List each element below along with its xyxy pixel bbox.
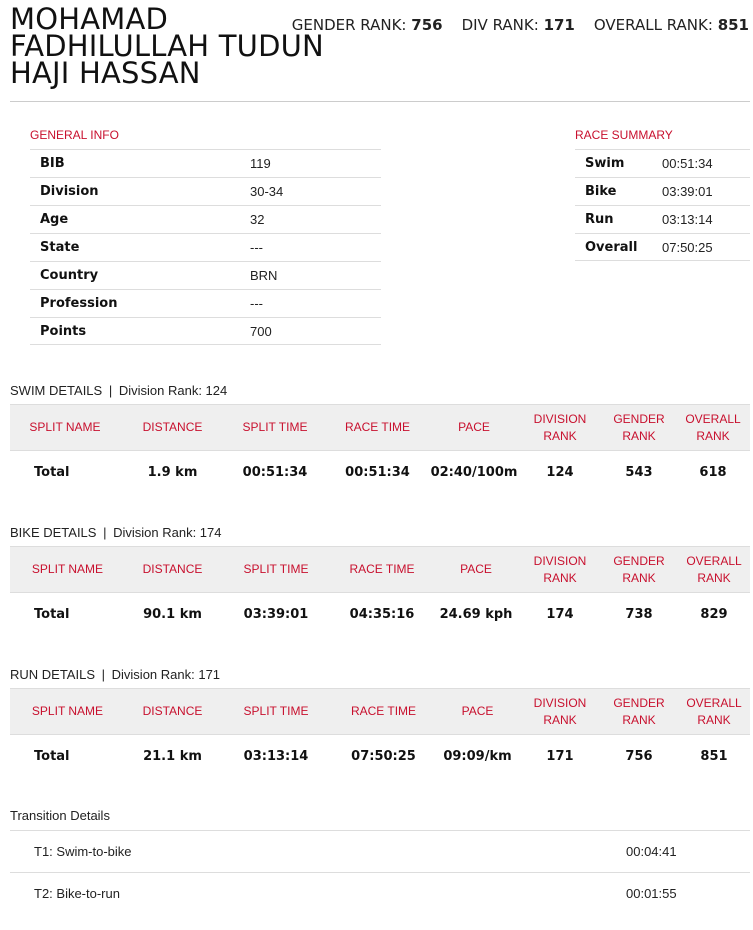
bike-details-title: BIKE DETAILS	[10, 525, 97, 540]
table-row	[10, 735, 750, 779]
race-summary-panel	[575, 127, 750, 261]
transition-details-section	[10, 808, 750, 914]
general-info-title: GENERAL INFO	[30, 128, 119, 142]
info-value: BRN	[250, 268, 278, 283]
cell-distance: 90.1 km	[143, 607, 202, 623]
summary-value: 07:50:25	[662, 239, 713, 255]
cell-division-rank: 171	[546, 749, 574, 765]
col-overall-rank: OVERALL RANK	[676, 405, 750, 451]
col-division-rank: DIVISION RANK	[520, 689, 600, 735]
run-details-table	[10, 688, 750, 779]
summary-label: Overall	[585, 239, 638, 255]
col-distance: DISTANCE	[125, 547, 220, 593]
info-label: BIB	[40, 156, 65, 171]
summary-value: 03:13:14	[662, 212, 713, 227]
cell-overall-rank: 851	[700, 749, 728, 765]
cell-pace: 24.69 kph	[439, 607, 513, 623]
run-details-heading	[10, 667, 750, 688]
run-details-title: RUN DETAILS	[10, 667, 95, 682]
col-pace: PACE	[430, 405, 518, 451]
gender-rank-label: GENDER RANK:	[291, 16, 407, 34]
cell-split-name: Total	[34, 749, 70, 765]
col-division-rank: DIVISION RANK	[520, 547, 600, 593]
col-distance: DISTANCE	[120, 405, 225, 451]
gender-rank-value: 756	[411, 16, 443, 34]
cell-race-time: 00:51:34	[345, 465, 410, 481]
info-row-profession	[30, 289, 381, 317]
summary-label: Run	[585, 212, 614, 227]
col-pace: PACE	[432, 547, 520, 593]
cell-race-time: 04:35:16	[349, 607, 415, 623]
col-race-time: RACE TIME	[332, 689, 435, 735]
transition-label: T1: Swim-to-bike	[34, 844, 132, 859]
transition-row-t2	[10, 872, 750, 914]
table-header-row	[10, 547, 750, 593]
div-rank	[462, 16, 575, 34]
info-label: State	[40, 240, 80, 255]
col-gender-rank: GENDER RANK	[602, 405, 676, 451]
cell-split-time: 03:39:01	[243, 607, 309, 623]
transition-row-t1	[10, 830, 750, 872]
athlete-name-line1: MOHAMAD	[10, 2, 169, 36]
bike-details-section	[10, 525, 750, 637]
swim-details-heading	[10, 383, 750, 404]
summary-value: 03:39:01	[662, 184, 713, 199]
cell-overall-rank: 829	[700, 607, 728, 623]
col-split-name: SPLIT NAME	[10, 689, 125, 735]
header-divider	[10, 101, 750, 102]
info-row-state	[30, 233, 381, 261]
table-header-row	[10, 689, 750, 735]
cell-division-rank: 124	[546, 465, 574, 481]
info-label: Age	[40, 212, 69, 227]
col-pace: PACE	[435, 689, 520, 735]
info-value: 119	[250, 156, 271, 171]
summary-row-swim	[575, 149, 750, 177]
cell-division-rank: 174	[546, 607, 574, 623]
info-value: 30-34	[250, 184, 284, 199]
info-label: Country	[40, 268, 99, 283]
bike-details-heading	[10, 525, 750, 546]
summary-row-overall	[575, 233, 750, 261]
cell-split-time: 00:51:34	[242, 465, 308, 481]
athlete-name	[10, 2, 330, 90]
col-split-time: SPLIT TIME	[220, 689, 332, 735]
info-row-country	[30, 261, 381, 289]
rank-summary	[292, 16, 749, 34]
cell-split-name: Total	[34, 465, 70, 481]
col-split-name: SPLIT NAME	[10, 405, 120, 451]
swim-division-rank: Division Rank: 124	[118, 383, 228, 398]
info-label: Division	[40, 184, 99, 199]
swim-details-table	[10, 404, 750, 495]
col-distance: DISTANCE	[125, 689, 220, 735]
cell-pace: 02:40/100m	[430, 465, 518, 481]
heading-separator: |	[101, 667, 106, 682]
info-row-points	[30, 317, 381, 345]
run-division-rank: Division Rank: 171	[111, 667, 221, 682]
swim-details-title: SWIM DETAILS	[10, 383, 103, 398]
bike-details-table	[10, 546, 750, 637]
cell-gender-rank: 738	[625, 607, 653, 623]
col-race-time: RACE TIME	[325, 405, 430, 451]
run-details-section	[10, 667, 750, 779]
summary-value: 00:51:34	[662, 156, 713, 171]
cell-split-time: 03:13:14	[243, 749, 309, 765]
overall-rank	[594, 16, 749, 34]
cell-distance: 1.9 km	[147, 465, 198, 481]
info-value: ---	[250, 296, 263, 311]
race-summary-title: RACE SUMMARY	[575, 128, 673, 142]
transition-time: 00:01:55	[626, 886, 677, 901]
athlete-name-line3: HAJI HASSAN	[10, 56, 201, 90]
table-row	[10, 593, 750, 637]
cell-split-name: Total	[34, 607, 70, 623]
info-label: Profession	[40, 296, 118, 311]
cell-gender-rank: 756	[625, 749, 653, 765]
overall-rank-value: 851	[717, 16, 749, 34]
heading-separator: |	[108, 383, 113, 398]
bike-division-rank: Division Rank: 174	[113, 525, 222, 540]
col-gender-rank: GENDER RANK	[600, 689, 678, 735]
col-overall-rank: OVERALL RANK	[678, 689, 750, 735]
info-value: ---	[250, 240, 263, 255]
info-value: 700	[250, 323, 272, 339]
gender-rank	[292, 16, 443, 34]
col-race-time: RACE TIME	[332, 547, 432, 593]
cell-pace: 09:09/km	[443, 749, 512, 765]
info-label: Points	[40, 323, 87, 339]
info-row-bib	[30, 149, 381, 177]
athlete-name-line2: FADHILULLAH TUDUN	[10, 29, 324, 63]
col-overall-rank: OVERALL RANK	[678, 547, 750, 593]
overall-rank-label: OVERALL RANK:	[593, 16, 713, 34]
col-split-time: SPLIT TIME	[225, 405, 325, 451]
col-split-time: SPLIT TIME	[220, 547, 332, 593]
summary-label: Swim	[585, 156, 625, 171]
col-division-rank: DIVISION RANK	[518, 405, 602, 451]
transition-time: 00:04:41	[626, 844, 677, 859]
summary-row-run	[575, 205, 750, 233]
table-row	[10, 451, 750, 495]
summary-row-bike	[575, 177, 750, 205]
table-header-row	[10, 405, 750, 451]
div-rank-label: DIV RANK:	[461, 16, 539, 34]
cell-gender-rank: 543	[625, 465, 653, 481]
div-rank-value: 171	[543, 16, 575, 34]
col-gender-rank: GENDER RANK	[600, 547, 678, 593]
transition-label: T2: Bike-to-run	[34, 886, 120, 901]
info-row-division	[30, 177, 381, 205]
cell-distance: 21.1 km	[143, 749, 202, 765]
cell-overall-rank: 618	[699, 465, 727, 481]
summary-label: Bike	[585, 184, 617, 199]
col-split-name: SPLIT NAME	[10, 547, 125, 593]
transition-details-title: Transition Details	[10, 808, 110, 823]
general-info-panel	[30, 127, 381, 345]
cell-race-time: 07:50:25	[351, 749, 416, 765]
heading-separator: |	[103, 525, 107, 540]
info-row-age	[30, 205, 381, 233]
swim-details-section	[10, 383, 750, 495]
info-value: 32	[250, 212, 265, 227]
